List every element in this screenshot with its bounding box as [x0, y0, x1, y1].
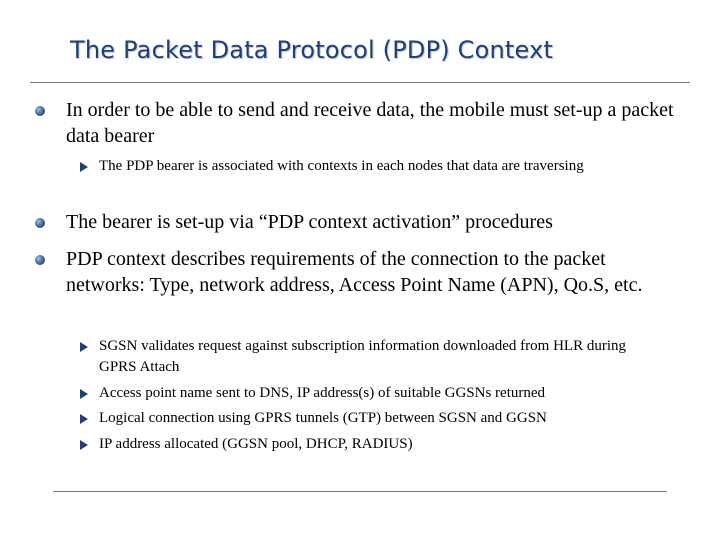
- bullet-text: In order to be able to send and receive data, the mobile must set-up a packet data bearer: [66, 99, 674, 147]
- sub-bullet-text: SGSN validates request against subscription information downloaded from HLR during GPRS Attach: [99, 338, 626, 375]
- bullet-text: The bearer is set-up via “PDP context activation” procedures: [66, 211, 553, 233]
- sub-bullet-item: [99, 336, 659, 378]
- sub-bullet-text: Access point name sent to DNS, IP address(s) of suitable GGSNs returned: [99, 385, 546, 401]
- sub-bullet-item: [99, 383, 659, 404]
- sub-bullet-item: [99, 434, 659, 455]
- round-bullet-icon: [35, 106, 45, 116]
- sub-bullet-text: The PDP bearer is associated with contexts in each nodes that data are traversing: [99, 158, 584, 174]
- triangle-bullet-icon: [80, 342, 88, 352]
- bullet-text: PDP context describes requirements of the connection to the packet networks: Type, network address, Access Point Name (APN), Qo.S, etc.: [66, 248, 643, 296]
- title-divider: [30, 82, 690, 83]
- triangle-bullet-icon: [80, 414, 88, 424]
- sub-bullet-text: IP address allocated (GGSN pool, DHCP, RADIUS): [99, 436, 413, 452]
- bullet-item: [66, 209, 676, 235]
- triangle-bullet-icon: [80, 440, 88, 450]
- sub-bullet-item: [99, 408, 659, 429]
- round-bullet-icon: [35, 255, 45, 265]
- triangle-bullet-icon: [80, 162, 88, 172]
- footer-divider: [53, 491, 667, 492]
- bullet-item: [66, 97, 676, 149]
- bullet-item: [66, 246, 676, 298]
- round-bullet-icon: [35, 218, 45, 228]
- slide-title: The Packet Data Protocol (PDP) Context: [70, 36, 554, 64]
- triangle-bullet-icon: [80, 389, 88, 399]
- sub-bullet-item: [99, 156, 659, 177]
- sub-bullet-text: Logical connection using GPRS tunnels (GTP) between SGSN and GGSN: [99, 410, 547, 426]
